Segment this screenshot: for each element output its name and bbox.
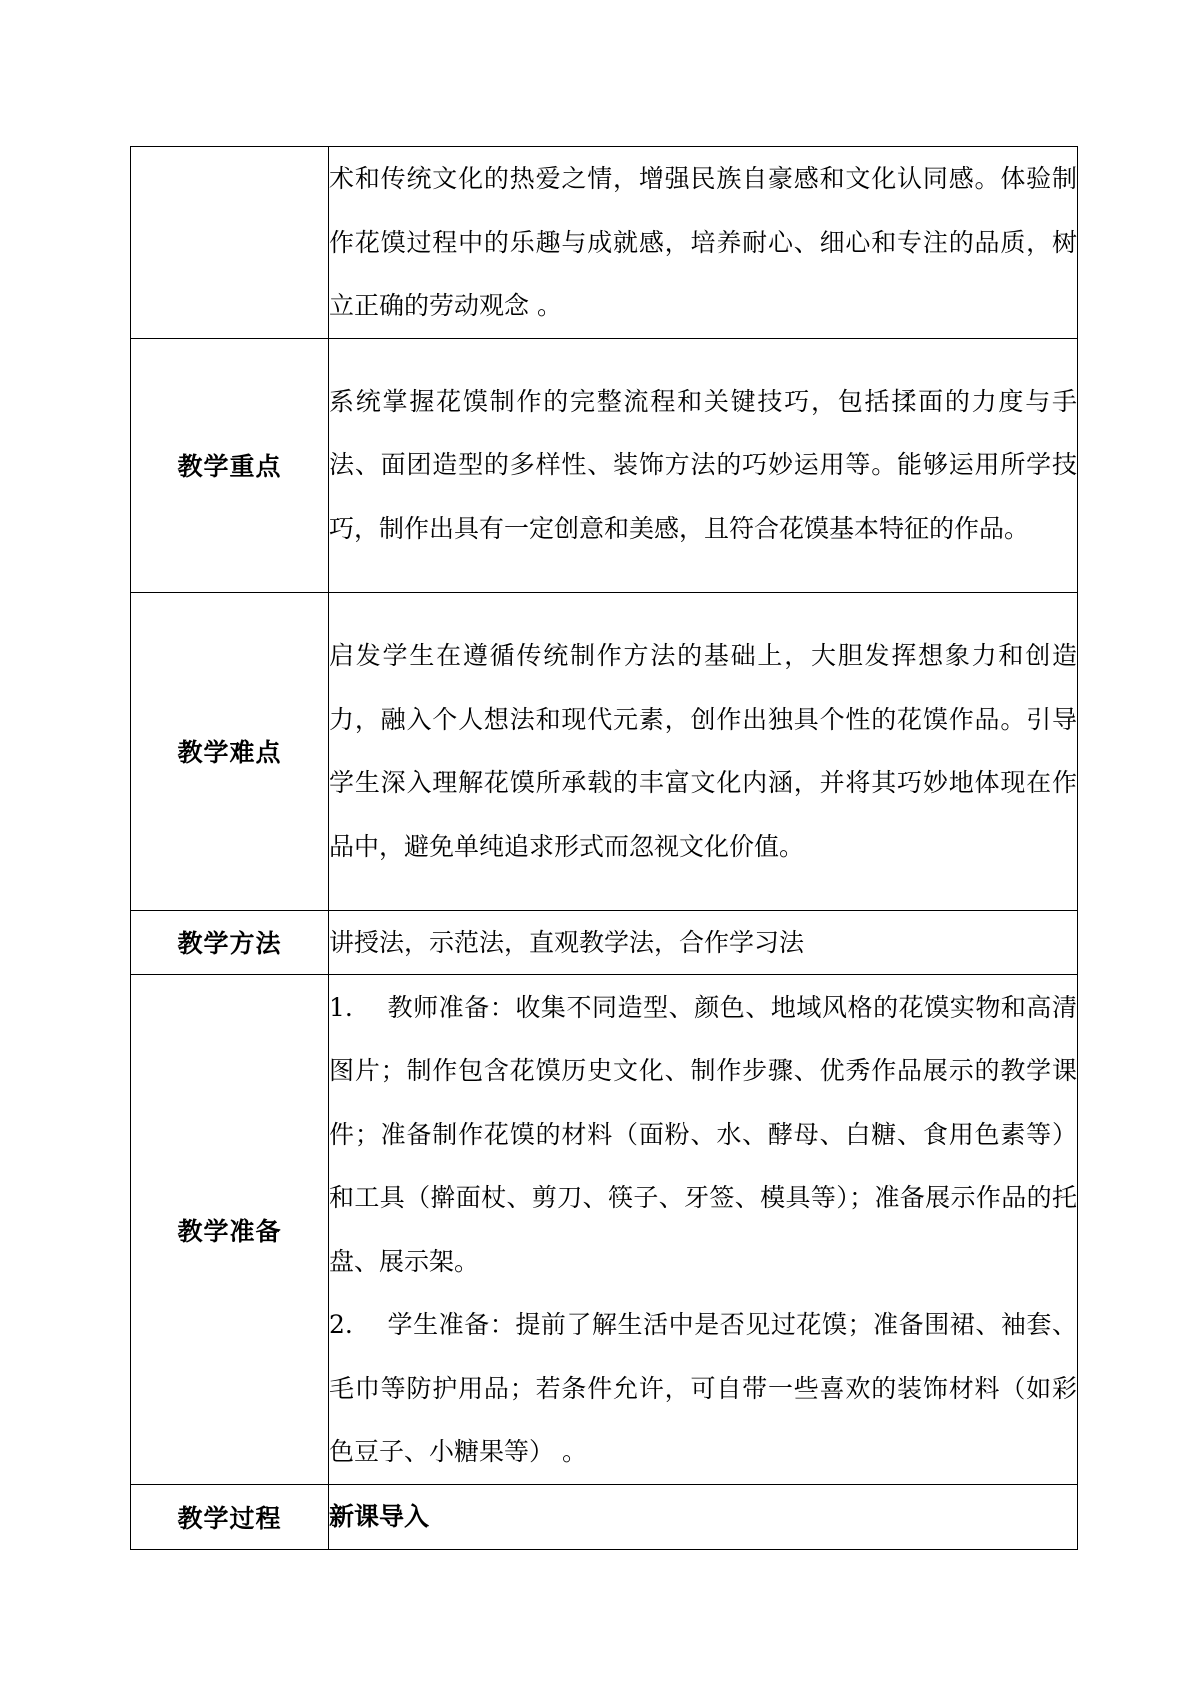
table-row [131, 975, 1078, 1485]
paragraph-text: 教师准备：收集不同造型、颜色、地域风格的花馍实物和高清图片；制作包含花馍历史文化、制作步骤、优秀作品展示的教学课件；准备制作花馍的材料（面粉、水、酵母、白糖、食用色素等）和工具（擀面杖、剪刀、筷子、牙签、模具等）；准备展示作品的托盘、展示架。 [329, 992, 1077, 1276]
section-heading: 新课导入 [329, 1502, 430, 1531]
paragraph: 术和传统文化的热爱之情，增强民族自豪感和文化认同感。体验制作花馍过程中的乐趣与成就感，培养耐心、细心和专注的品质，树立正确的劳动观念 。 [329, 164, 1077, 320]
row-label: 教学准备 [131, 975, 329, 1485]
table-row [131, 592, 1078, 910]
table-row [131, 338, 1078, 592]
row-label [131, 147, 329, 339]
paragraph: 启发学生在遵循传统制作方法的基础上，大胆发挥想象力和创造力，融入个人想法和现代元素，创作出独具个性的花馍作品。引导学生深入理解花馍所承载的丰富文化内涵，并将其巧妙地体现在作品中，避免单纯追求形式而忽视文化价值。 [329, 641, 1077, 861]
table-row [131, 147, 1078, 339]
paragraph-text: 学生准备：提前了解生活中是否见过花馍；准备围裙、袖套、毛巾等防护用品；若条件允许，可自带一些喜欢的装饰材料（如彩色豆子、小糖果等） 。 [329, 1310, 1077, 1466]
list-number: 1. [329, 992, 353, 1022]
row-content [329, 1485, 1078, 1550]
row-content [329, 975, 1078, 1485]
paragraph: 讲授法，示范法，直观教学法，合作学习法 [329, 927, 805, 957]
row-label: 教学过程 [131, 1485, 329, 1550]
row-label: 教学难点 [131, 592, 329, 910]
table-row [131, 910, 1078, 975]
lesson-plan-table [130, 146, 1078, 1550]
row-content [329, 147, 1078, 339]
numbered-paragraph [329, 1293, 1077, 1484]
row-label: 教学重点 [131, 338, 329, 592]
row-content [329, 592, 1078, 910]
numbered-paragraph [329, 976, 1077, 1294]
list-number: 2. [329, 1310, 353, 1339]
row-content [329, 910, 1078, 975]
paragraph: 系统掌握花馍制作的完整流程和关键技巧，包括揉面的力度与手法、面团造型的多样性、装饰方法的巧妙运用等。能够运用所学技巧，制作出具有一定创意和美感，且符合花馍基本特征的作品。 [329, 386, 1077, 543]
table-row [131, 1485, 1078, 1550]
row-label: 教学方法 [131, 910, 329, 975]
row-content [329, 338, 1078, 592]
